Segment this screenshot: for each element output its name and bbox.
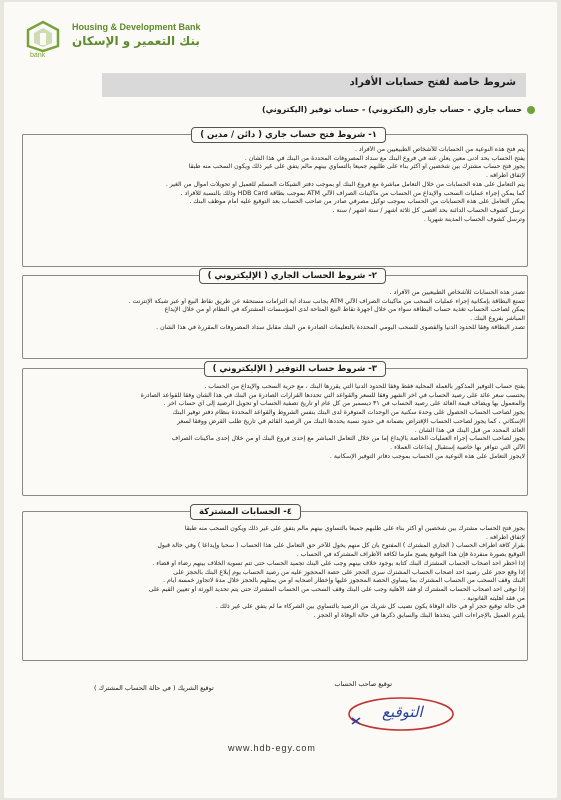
list-item: يمكن التعامل على هذه الحسابات من الحساب بموجب توكيل مصرفي صادر من صاحب الحساب بعد التوقيع عليه أمام موظف البنك .: [189, 198, 525, 206]
list-item: تتمتع البطاقة بإمكانية إجراء عمليات السحب من ماكينات الصراف الآلي ATM بجانب سداد أية التزامات مستحقة عن طريق نقاط البيع أو عبر شبكة الإنترنت .: [128, 297, 525, 305]
list-item: يجوز لصاحب الحساب الحصول على وحدة سكنية من الوحدات المتوفرة لدى البنك بنفس الشروط والقواعد المحددة بنظام دفتر توفير البنك: [172, 409, 525, 417]
list-item: وترسل كشوف الحساب المدينة شهريا .: [423, 215, 525, 223]
document-title-band: [102, 73, 526, 97]
section-1-title: ١- شروط فتح حساب جاري ( دائن / مدين ): [191, 127, 386, 143]
list-item: لايجوز التعامل على هذه النوعية من الحساب بموجب دفاتر التوفير الإسكانية .: [329, 452, 525, 460]
section-2-list: [35, 289, 525, 333]
list-item: تصدر هذه الحسابات للأشخاص الطبيعيين من الأفراد .: [389, 289, 525, 296]
list-item: بقرار كافة أطراف الحساب ( الجاري المشترك ) المفتوح بأن كل منهم يخول للآخر حق التعامل على هذا الحساب ( سحباً وإيداعاً ) وفي حالة قبول: [157, 542, 525, 550]
section-4-list: [35, 525, 525, 621]
list-item: إذا وقع حجز على رصيد احد أصحاب الحساب المشترك سرى الحجز على حصة المحجوز عليه من رصيد الحساب يوم إبلاغ البنك بالحجز على: [173, 568, 525, 576]
list-item: البنك وقف السحب من الحساب المشترك بما يساوي الحصة المحجوز عليها وإخطار أصحابه أو من يمثلهم بالحجز خلال مدة لاتجاوز خمسة أيام .: [163, 577, 525, 585]
footer-website[interactable]: www.hdb-egy.com: [228, 743, 316, 753]
list-item: من فقد أهليته القانونية .: [463, 594, 525, 602]
list-item: التوقيع بصورة منفردة فإن هذا التوقيع يصبح ملزماً لكافة الأطراف المشتركة في الحساب .: [296, 551, 525, 559]
list-item: المباشر بفروع البنك .: [470, 315, 525, 323]
document-title: شروط خاصة لفتح حسابات الأفراد: [349, 77, 516, 88]
list-item: يلتزم العميل بالإجراءات التي يتخذها البنك والسابق ذكرها في حالة الوفاة أو الحجز .: [313, 612, 525, 620]
list-item: ترسل كشوف الحساب الدائنة بحد أقصى كل ثلاثة أشهر / ستة أشهر / سنة .: [332, 206, 525, 214]
list-item: إذا أخطر احد أصحاب الحساب المشترك البنك كتابة بوجود خلاف بينهم وجب على البنك تجميد الحساب حتى تتم تسوية الخلاف بينهم رضاء أو قضاء .: [152, 559, 525, 567]
list-item: يجوز لصاحب الحساب إجراء العمليات الخاصة بالإيداع إما من خلال التعامل المباشر مع إحدى فروع البنك أو من خلال إحدى ماكينات الصراف: [171, 435, 525, 443]
section-3-title: ٣- شروط حساب التوفير ( الإليكتروني ): [204, 361, 386, 377]
list-item: في حالة توقيع حجز أو في حالة الوفاة يكون نصيب كل شريك من الرصيد بالتساوي بين الشركاء ما لم يتفق على غير ذلك .: [215, 603, 525, 611]
list-item: كما يمكن إجراء عمليات السحب والإيداع من الحساب من ماكينات الصراف الآلي ATM بموجب بطاقة HDB Card وذلك بالنسبة للأفراد .: [180, 189, 525, 197]
section-2-title: ٢- شروط الحساب الجاري ( الإليكتروني ): [199, 268, 386, 284]
bank-name-arabic: بنك التعمير و الإسكان: [72, 34, 200, 48]
list-item: يحتسب سعر عائد على رصيد الحساب في آخر الشهر وفقا للسعر والقواعد التي تحددها القرارات الصادرة من البنك في هذا الشأن وفقا للقواعد الصادرة: [140, 391, 525, 399]
bank-name-english: Housing & Development Bank: [72, 22, 201, 32]
list-item: يجوز فتح حساب مشترك بين شخصين أو أكثر بناء على طلبهم جميعا بالتساوي بينهم مالم يتفق على غير ذلك ويكون السحب منه طبقا: [188, 163, 525, 171]
list-item: يجوز فتح الحساب مشترك بين شخصين أو أكثر بناء على طلبهم جميعاً بالتساوي بينهم مالم يتفق على غير ذلك ويكون السحب منه طبقاً: [184, 525, 525, 532]
logo-caption: bank: [30, 52, 46, 59]
list-item: يفتح حساب التوفير المذكور بالعملة المحلية فقط وفقا للحدود الدنيا التي يقررها البنك ، مع حرية السحب والإيداع من الحساب .: [204, 383, 525, 390]
list-item: العائد المحدد من قبل البنك في هذا الشأن .: [414, 426, 525, 434]
account-types-text: حساب جاري - حساب جاري (اليكتروني) - حساب توفير (اليكتروني): [261, 105, 522, 114]
partner-signature-label: توقيع الشريك ( في حالة الحساب المشترك ): [94, 684, 214, 692]
signature-area: [0, 668, 553, 738]
section-3-list: [35, 383, 525, 461]
owner-signature-label: توقيع صاحب الحساب: [334, 680, 392, 688]
list-item: يفتح الحساب بحد أدنى معين يعلن عنه في فروع البنك مع سداد المصروفات المحددة من البنك في هذا الشأن .: [244, 154, 525, 162]
account-types-line: [262, 105, 535, 114]
bank-logo-icon: [26, 20, 60, 66]
green-bullet-icon: [527, 106, 535, 114]
section-4-title: ٤- الحسابات المشتركة: [190, 504, 301, 520]
handwritten-signature[interactable]: التوقيع: [382, 703, 423, 721]
list-item: يتم فتح هذه النوعية من الحسابات للأشخاص الطبيعيين من الأفراد .: [354, 146, 525, 153]
list-item: الآلي التي تتوافر بها خاصية إستقبال إيداعات العملاء .: [390, 443, 525, 451]
list-item: والمعمول بها ويضاف قيمة العائد على رصيد الحساب في ٣١ ديسمبر من كل عام أو تاريخ تصفية الحساب أو تحويل الرصيد إلى أي حساب آخر .: [163, 400, 525, 408]
list-item: لإتفاق أطرافه .: [485, 533, 525, 541]
list-item: يمكن لصاحب الحساب تغذية حساب البطاقة سواء من خلال أجهزة نقاط البيع المتاحة لدى المؤسسات المشتركة في النظام أو من خلال الإيداع: [164, 306, 525, 314]
list-item: يتم التعامل على هذه الحسابات من خلال التعامل مباشرة مع فروع البنك أو بموجب دفتر الشيكات المسلم للعميل أو تحويلات أموال من الغير .: [165, 180, 525, 188]
list-item: لإتفاق أطرافه .: [485, 172, 525, 180]
list-item: الإسكاني ، كما يجوز لصاحب الحساب الإقتراض بضمانة في حدود نسبة يحددها البنك من الرصيد القائم في تاريخ طلب القرض ووفقا لسعر: [177, 417, 525, 425]
list-item: تصدر البطاقة وفقا للحدود الدنيا والقصوى للسحب اليومي المحددة بالتعليمات الصادرة من البنك مقابل سداد المصروفات المقررة في هذا الشأن .: [156, 323, 525, 331]
list-item: إذا توفى احد أصحاب الحساب المشترك أو فقد الأهلية وجب على البنك وقف السحب من الحساب المشترك حتى يتم تحديد الورثة أو تعيين القيم على: [148, 585, 525, 593]
section-1-list: [35, 146, 525, 224]
